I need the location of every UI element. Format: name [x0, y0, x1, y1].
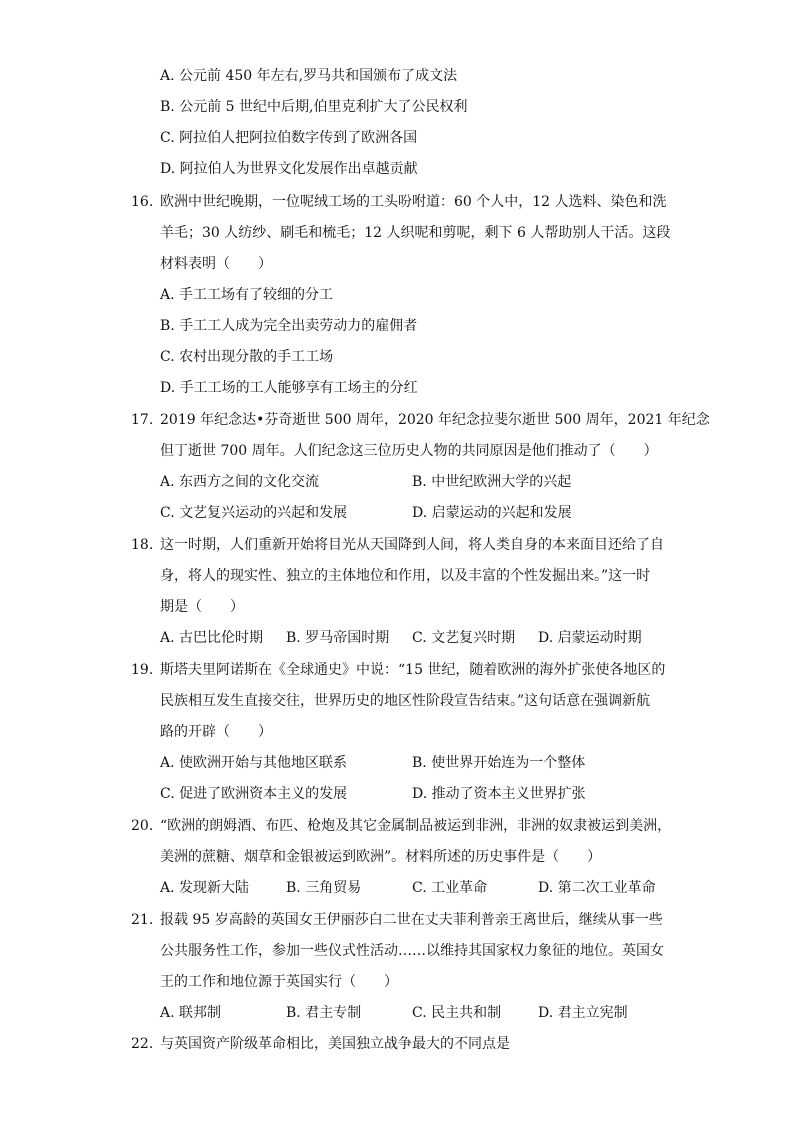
- q17-option-a: A. 东西方之间的文化交流: [160, 474, 320, 490]
- q17-stem-line-1: 2019 年纪念达•芬奇逝世 500 周年，2020 年纪念拉斐尔逝世 500 周年，2021 年纪念: [160, 412, 710, 428]
- q15-option-a: A. 公元前 450 年左右,罗马共和国颁布了成文法: [160, 68, 458, 84]
- q17-option-c: C. 文艺复兴运动的兴起和发展: [160, 505, 348, 521]
- q18-stem-line-2: 身，将人的现实性、独立的主体地位和作用，以及丰富的个性发掘出来。”这一时: [160, 568, 651, 584]
- q19-option-d: D. 推动了资本主义世界扩张: [412, 786, 586, 802]
- q18-stem-line-1: 这一时期，人们重新开始将目光从天国降到人间，将人类自身的本来面目还给了自: [160, 537, 664, 553]
- q20-option-c: C. 工业革命: [412, 880, 488, 896]
- q19-stem-line-3: 路的开辟（ ）: [160, 724, 272, 740]
- q17-option-b: B. 中世纪欧洲大学的兴起: [412, 474, 572, 490]
- q20-stem-line-2: 美洲的蔗糖、烟草和金银被运到欧洲”。材料所述的历史事件是（ ）: [160, 849, 602, 865]
- q16-stem-line-3: 材料表明（ ）: [160, 256, 272, 272]
- q17-stem-line-2: 但丁逝世 700 周年。人们纪念这三位历史人物的共同原因是他们推动了（ ）: [160, 443, 658, 459]
- q22-number: 22.: [131, 1036, 154, 1052]
- q18-option-c: C. 文艺复兴时期: [412, 630, 516, 646]
- q18-option-b: B. 罗马帝国时期: [286, 630, 390, 646]
- q21-option-b: B. 君主专制: [286, 1005, 362, 1021]
- q17-option-d: D. 启蒙运动的兴起和发展: [412, 505, 572, 521]
- q21-stem-line-3: 王的工作和地位源于英国实行（ ）: [160, 974, 398, 990]
- q16-stem-line-2: 羊毛；30 人纺纱、刷毛和梳毛；12 人织呢和剪呢，剩下 6 人帮助别人干活。这段: [160, 225, 671, 241]
- q19-stem-line-1: 斯塔夫里阿诺斯在《全球通史》中说：“15 世纪，随着欧洲的海外扩张使各地区的: [160, 662, 666, 678]
- q21-option-c: C. 民主共和制: [412, 1005, 502, 1021]
- q18-option-d: D. 启蒙运动时期: [538, 630, 642, 646]
- q16-option-b: B. 手工工人成为完全出卖劳动力的雇佣者: [160, 318, 418, 334]
- q21-stem-line-2: 公共服务性工作，参加一些仪式性活动……以维持其国家权力象征的地位。英国女: [160, 943, 664, 959]
- q18-number: 18.: [131, 537, 154, 553]
- q20-stem-line-1: “欧洲的朗姆酒、布匹、枪炮及其它金属制品被运到非洲，非洲的奴隶被运到美洲，: [160, 818, 672, 834]
- q21-option-a: A. 联邦制: [160, 1005, 222, 1021]
- q20-option-a: A. 发现新大陆: [160, 880, 250, 896]
- q19-number: 19.: [131, 662, 154, 678]
- q16-option-d: D. 手工工场的工人能够享有工场主的分红: [160, 380, 418, 396]
- q15-option-c: C. 阿拉伯人把阿拉伯数字传到了欧洲各国: [160, 130, 418, 146]
- q16-number: 16.: [131, 194, 154, 210]
- q20-number: 20.: [131, 818, 154, 834]
- q20-option-d: D. 第二次工业革命: [538, 880, 656, 896]
- q21-number: 21.: [131, 912, 154, 928]
- q22-stem-line-1: 与英国资产阶级革命相比，美国独立战争最大的不同点是: [160, 1036, 510, 1052]
- q15-option-b: B. 公元前 5 世纪中后期,伯里克利扩大了公民权利: [160, 99, 468, 115]
- q16-option-c: C. 农村出现分散的手工工场: [160, 349, 334, 365]
- q17-number: 17.: [131, 412, 154, 428]
- q19-option-b: B. 使世界开始连为一个整体: [412, 755, 586, 771]
- q18-stem-line-3: 期是（ ）: [160, 599, 244, 615]
- q19-stem-line-2: 民族相互发生直接交往，世界历史的地区性阶段宣告结束。”这句话意在强调新航: [160, 693, 651, 709]
- q21-stem-line-1: 报载 95 岁高龄的英国女王伊丽莎白二世在丈夫菲利普亲王离世后，继续从事一些: [160, 912, 663, 928]
- q19-option-c: C. 促进了欧洲资本主义的发展: [160, 786, 348, 802]
- q16-stem-line-1: 欧洲中世纪晚期，一位呢绒工场的工头吩咐道：60 个人中，12 人选料、染色和洗: [160, 194, 667, 210]
- q20-option-b: B. 三角贸易: [286, 880, 362, 896]
- q21-option-d: D. 君主立宪制: [538, 1005, 628, 1021]
- q19-option-a: A. 使欧洲开始与其他地区联系: [160, 755, 348, 771]
- q18-option-a: A. 古巴比伦时期: [160, 630, 264, 646]
- q16-option-a: A. 手工工场有了较细的分工: [160, 287, 334, 303]
- q15-option-d: D. 阿拉伯人为世界文化发展作出卓越贡献: [160, 161, 418, 177]
